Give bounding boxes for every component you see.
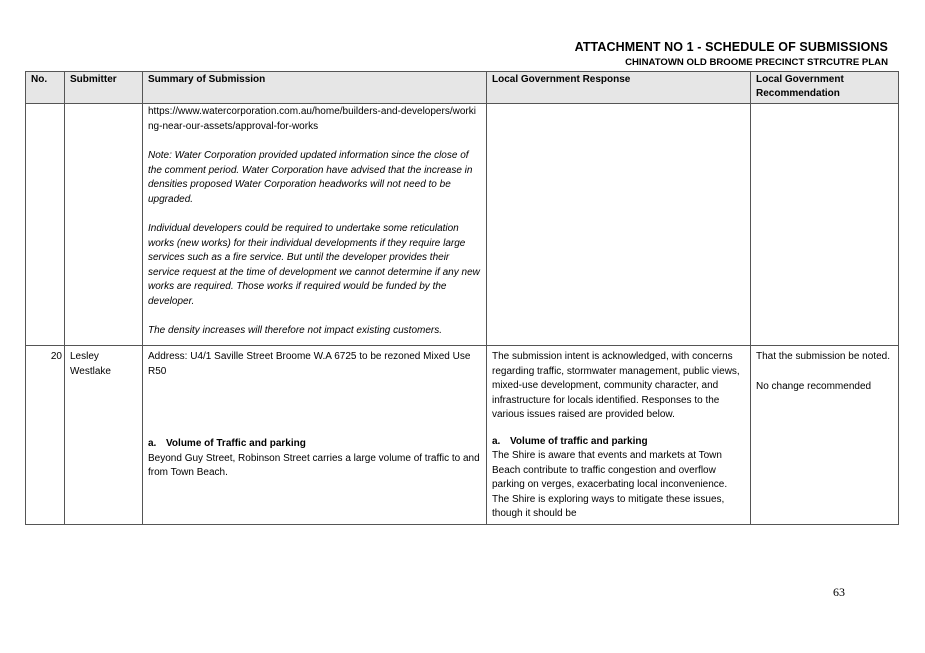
col-header-summary: Summary of Submission [143,72,487,104]
developer-works-note: Individual developers could be required to undertake some reticulation works (new works) for their individual developments if they require large services such as a fire service. But until the developer provides their service request at the time of development we cannot determine if any new works are required. Those works if required would be funded by the developer. [148,223,480,307]
attachment-title: ATTACHMENT NO 1 - SCHEDULE OF SUBMISSIONS [574,40,888,54]
density-impact-note: The density increases will therefore not impact existing customers. [148,325,443,336]
cell-no: 20 [26,346,65,525]
response-subheading-text: Volume of traffic and parking [510,435,648,447]
cell-recommendation [751,346,899,525]
cell-submitter: Lesley Westlake [65,346,143,525]
table-row [26,104,899,346]
cell-response [487,346,751,525]
table-row [26,346,899,525]
cell-summary [143,104,487,346]
response-intro: The submission intent is acknowledged, with concerns regarding traffic, stormwater management, public views, mixed-use development, community character, and infrastructure for locals identified. Responses to the various issues raised are provided below. [492,351,740,420]
submissions-table [25,71,899,525]
table-header-row [26,72,899,104]
cell-summary [143,346,487,525]
response-subheading [492,435,745,450]
response-traffic-text: The Shire is aware that events and markets at Town Beach contribute to traffic congestion and overflow parking on verges, exacerbating local inconvenience. The Shire is exploring ways to mitigate these issues, though it should be [492,450,728,519]
cell-response [487,104,751,346]
page-number: 63 [833,585,845,599]
submission-address: Address: U4/1 Saville Street Broome W.A 6725 to be rezoned Mixed Use R50 [148,351,471,377]
recommendation-no-change: No change recommended [756,380,872,392]
water-corp-note: Note: Water Corporation provided updated information since the close of the comment period. Water Corporation have advised that the increase in densities proposed Water Corporation headworks will not need to be upgraded. [148,150,473,205]
plan-subtitle: CHINATOWN OLD BROOME PRECINCT STRCUTRE PLAN [625,57,888,68]
col-header-response: Local Government Response [487,72,751,104]
recommendation-noted: That the submission be noted. [756,351,890,362]
cell-recommendation [751,104,899,346]
summary-subheading [148,437,481,452]
summary-subheading-text: Volume of Traffic and parking [166,438,306,449]
cell-submitter [65,104,143,346]
approval-link-text: https://www.watercorporation.com.au/home/builders-and-developers/working-near-our-assets/approval-for-works [148,106,476,132]
cell-no [26,104,65,346]
col-header-submitter: Submitter [65,72,143,104]
summary-subheading-letter: a. [148,438,157,449]
summary-traffic-text: Beyond Guy Street, Robinson Street carries a large volume of traffic to and from Town Beach. [148,452,480,478]
response-subheading-letter: a. [492,435,501,447]
col-header-no: No. [26,72,65,104]
col-header-recommendation: Local Government Recommendation [751,72,899,104]
